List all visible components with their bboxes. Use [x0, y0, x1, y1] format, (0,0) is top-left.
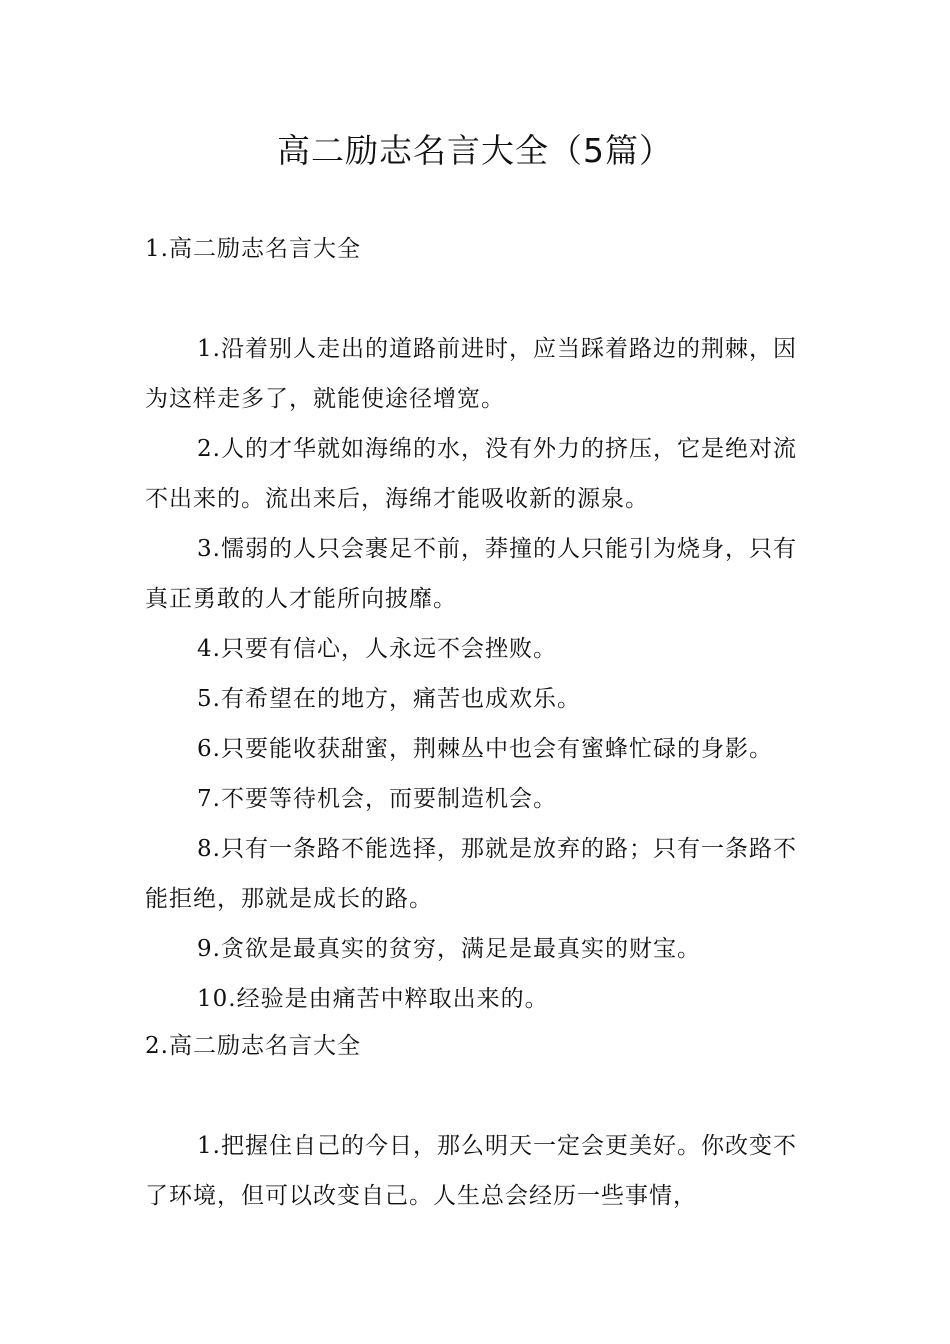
quote-item: 6.只要能收获甜蜜，荆棘丛中也会有蜜蜂忙碌的身影。	[197, 736, 773, 762]
section-heading: 1.高二励志名言大全	[145, 236, 361, 262]
quote-item: 1.沿着别人走出的道路前进时，应当踩着路边的荆棘，因为这样走多了，就能使途径增宽。	[145, 336, 797, 412]
quote-item: 8.只有一条路不能选择，那就是放弃的路；只有一条路不能拒绝，那就是成长的路。	[145, 836, 797, 912]
section-spacer	[145, 274, 813, 324]
quote-item: 1.把握住自己的今日，那么明天一定会更美好。你改变不了环境，但可以改变自己。人生总会经历一些事情，	[145, 1133, 797, 1209]
quote-item: 3.懦弱的人只会裹足不前，莽撞的人只能引为烧身，只有真正勇敢的人才能所向披靡。	[145, 536, 797, 612]
section-2	[145, 1021, 813, 1221]
quote-item: 5.有希望在的地方，痛苦也成欢乐。	[197, 686, 581, 712]
quote-item: 2.人的才华就如海绵的水，没有外力的挤压，它是绝对流不出来的。流出来后，海绵才能吸收新的源泉。	[145, 436, 797, 512]
section-1	[145, 224, 813, 1024]
quote-item: 4.只要有信心，人永远不会挫败。	[197, 636, 557, 662]
quote-item: 9.贪欲是最真实的贫穷，满足是最真实的财宝。	[197, 936, 701, 962]
section-spacer	[145, 1071, 813, 1121]
quote-item: 7.不要等待机会，而要制造机会。	[197, 786, 557, 812]
quote-item: 10.经验是由痛苦中粹取出来的。	[197, 986, 549, 1012]
section-heading: 2.高二励志名言大全	[145, 1033, 361, 1059]
document-title: 高二励志名言大全（5篇）	[277, 131, 673, 170]
